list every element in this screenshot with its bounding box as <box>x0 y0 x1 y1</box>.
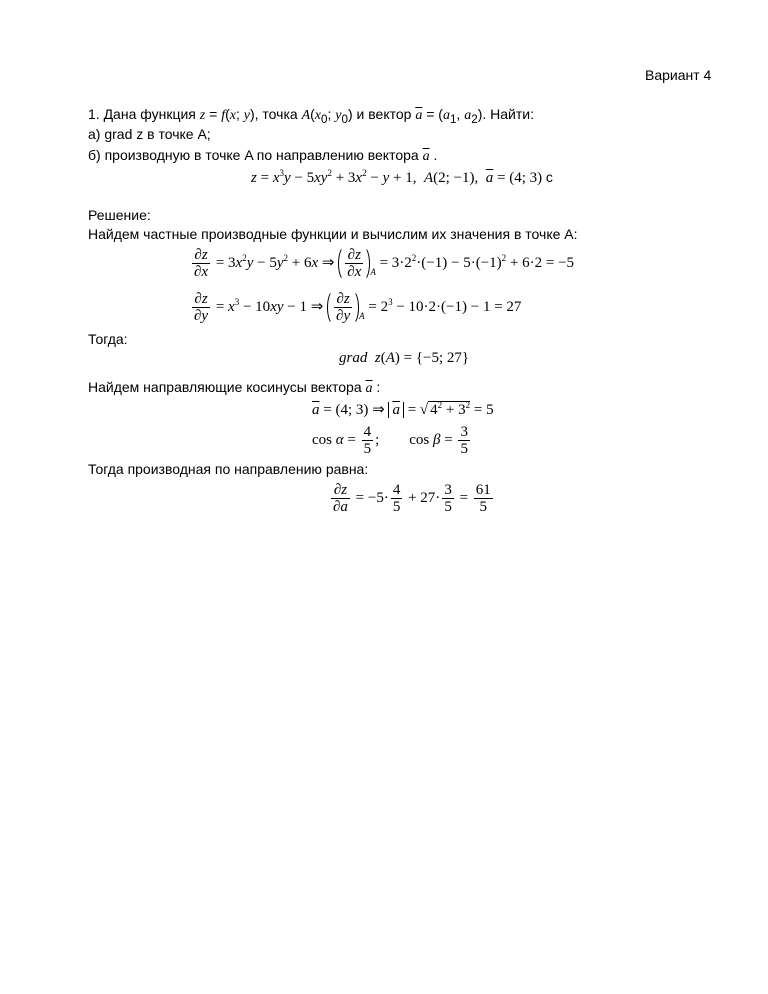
direction-cosines: cos α = $\frac{4}{5}$ ; cos β = $\frac{3}{5}$ <box>312 424 468 457</box>
task-formula: $z = x^3y - 5xy^2 + 3x^2 - y + 1$, A(2; −1), $\overline{a} = (4$; 3) с <box>251 168 553 186</box>
gradient-result: grad z(A) = {−5; 27} <box>339 350 470 366</box>
solution-step-2: Найдем направляющие косинусы вектора $\overline{a}$ : <box>88 379 381 396</box>
partial-derivative-x: $\frac{\partial z}{\partial x}$ = $3x^2y - 5y^2 + 6x$ ⇒ $\frac{\partial z}{\partial x}$ $_A = 3\cdot 2^2\cdot(-1) - 5\cdot(-1)^2 + 6\cdot 2 = -5$ <box>194 247 575 280</box>
then-label-2: Тогда производная по направлению равна: <box>88 461 369 477</box>
solution-heading: Решение: <box>88 207 151 223</box>
vector-norm: $\overline{a} = (4$; 3) ⇒ $\overline{a}$ = √ $4^2 + 3^2 = 5$ <box>312 400 494 418</box>
directional-derivative: $\frac{\partial z}{\partial\overline{a}}$ = −5· $\frac{4}{5}$ + 27· $\frac{3}{5}$ = $\frac{61}{5}$ <box>333 482 491 515</box>
task-item-a: а) grad z в точке A; <box>88 126 211 142</box>
then-label-1: Тогда: <box>88 331 128 347</box>
solution-step-1: Найдем частные производные функции и вычислим их значения в точке A: <box>88 226 578 242</box>
variant-title: Вариант 4 <box>645 67 712 83</box>
task-line-1: 1. Дана функция z = f(x; y), точка $A(x_0$; $y_0$) и вектор $\overline{a} = (a_1$, $a_2$). Найти: <box>88 106 534 126</box>
partial-derivative-y: $\frac{\partial z}{\partial y}$ = $x^3 - 10xy - 1$ ⇒ $\frac{\partial z}{\partial y}$ $_A = 2^3 - 10\cdot 2\cdot(-1) - 1 = 27$ <box>194 291 522 324</box>
task-item-b: б) производную в точке A по направлению вектора $\overline{a}$ . <box>88 147 438 164</box>
